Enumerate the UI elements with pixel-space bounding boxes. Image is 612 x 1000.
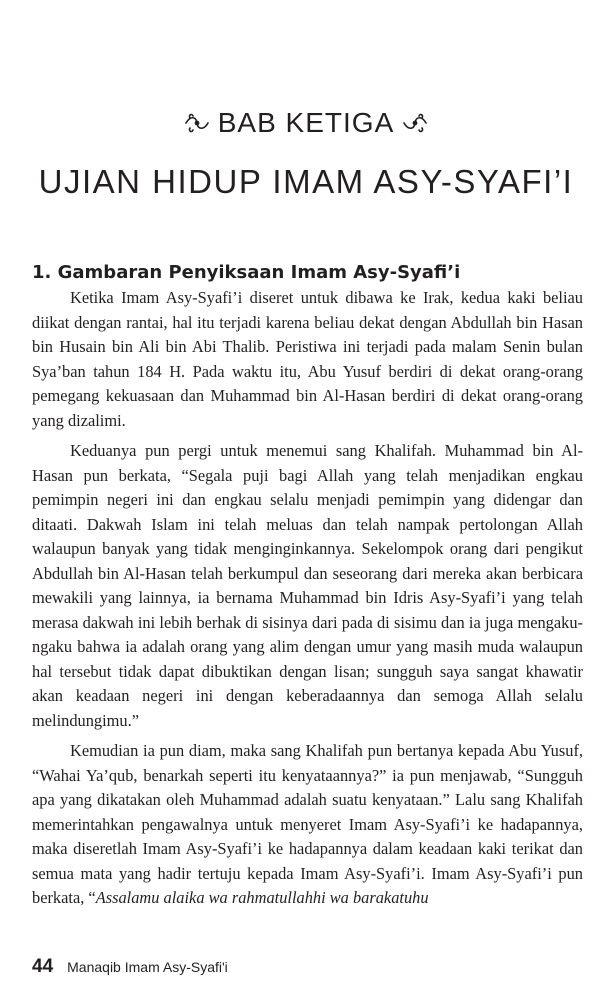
body-text [32, 286, 583, 917]
running-title: Manaqib Imam Asy-Syafi'i [67, 959, 228, 975]
chapter-title: UJIAN HIDUP IMAM ASY-SYAFI’I [38, 163, 574, 200]
page-footer [32, 956, 228, 978]
page-number: 44 [32, 956, 54, 977]
right-ornament-icon [402, 112, 428, 134]
left-ornament-icon [184, 112, 210, 134]
chapter-label-row [0, 98, 612, 148]
chapter-label: BAB KETIGA [217, 107, 395, 138]
paragraph: Keduanya pun pergi untuk menemui sang Khalifah. Muhammad bin Al-Hasan pun berkata, “Segala puji bagi Allah yang telah menjadikan engkau pemimpin negeri ini dan engkau selalu menjadi pemimpin yang didengar dan ditaati. Dakwah Islam ini telah meluas dan telah nampak pertolongan Allah walaupun banyak yang tidak menginginkannya. Sekelompok orang dari pengikut Abdullah bin Al-Hasan telah berkumpul dan seseorang dari mereka akan berbicara mewakili yang lainnya, ia bernama Muhammad bin Idris Asy-Syafi’i yang telah merasa dakwah ini lebih berhak di sisinya dari pada di sisimu dan ia juga mengaku-ngaku bahwa ia adalah orang yang alim dengan umur yang masih muda walaupun hal tersebut tidak dapat dibuktikan dengan lisan; sungguh saya sangat khawatir akan keadaan negeri ini dengan keberadaannya dan semoga Allah selalu melindungimu.” [32, 441, 583, 730]
paragraph: Ketika Imam Asy-Syafi’i diseret untuk dibawa ke Irak, kedua kaki beliau diikat dengan rantai, hal itu terjadi karena beliau dekat dengan Abdullah bin Hasan bin Husain bin Ali bin Abi Thalib. Peristiwa ini terjadi pada malam Senin bulan Sya’ban tahun 184 H. Pada waktu itu, Abu Yusuf berdiri di dekat orang-orang pemegang kekuasaan dan Muhammad bin Al-Hasan berdiri di dekat orang-orang yang dizalimi. [32, 288, 583, 430]
section-title: 1. Gambaran Penyiksaan Imam Asy-Syafi’i [32, 262, 461, 283]
italic-quote: Assalamu alaika wa rahmatullahhi wa barakatuhu [95, 888, 429, 907]
paragraph-text: Kemudian ia pun diam, maka sang Khalifah pun bertanya kepada Abu Yusuf, “Wahai Ya’qub, benarkah seperti itu kenyataannya?” ia pun menjawab, “Sungguh apa yang dikatakan oleh Muhammad adalah suatu kenyataan.” Lalu sang Khalifah memerintahkan pengawalnya untuk menyeret Imam Asy-Syafi’i ke hadapannya, maka diseretlah Imam Asy-Syafi’i ke hadapannya dalam keadaan kaki terikat dan semua mata yang hadir tertuju kepada Imam Asy-Syafi’i. Imam Asy-Syafi’i pun berkata, “ [32, 741, 583, 907]
paragraph-last [32, 739, 583, 911]
chapter-heading [0, 98, 612, 202]
